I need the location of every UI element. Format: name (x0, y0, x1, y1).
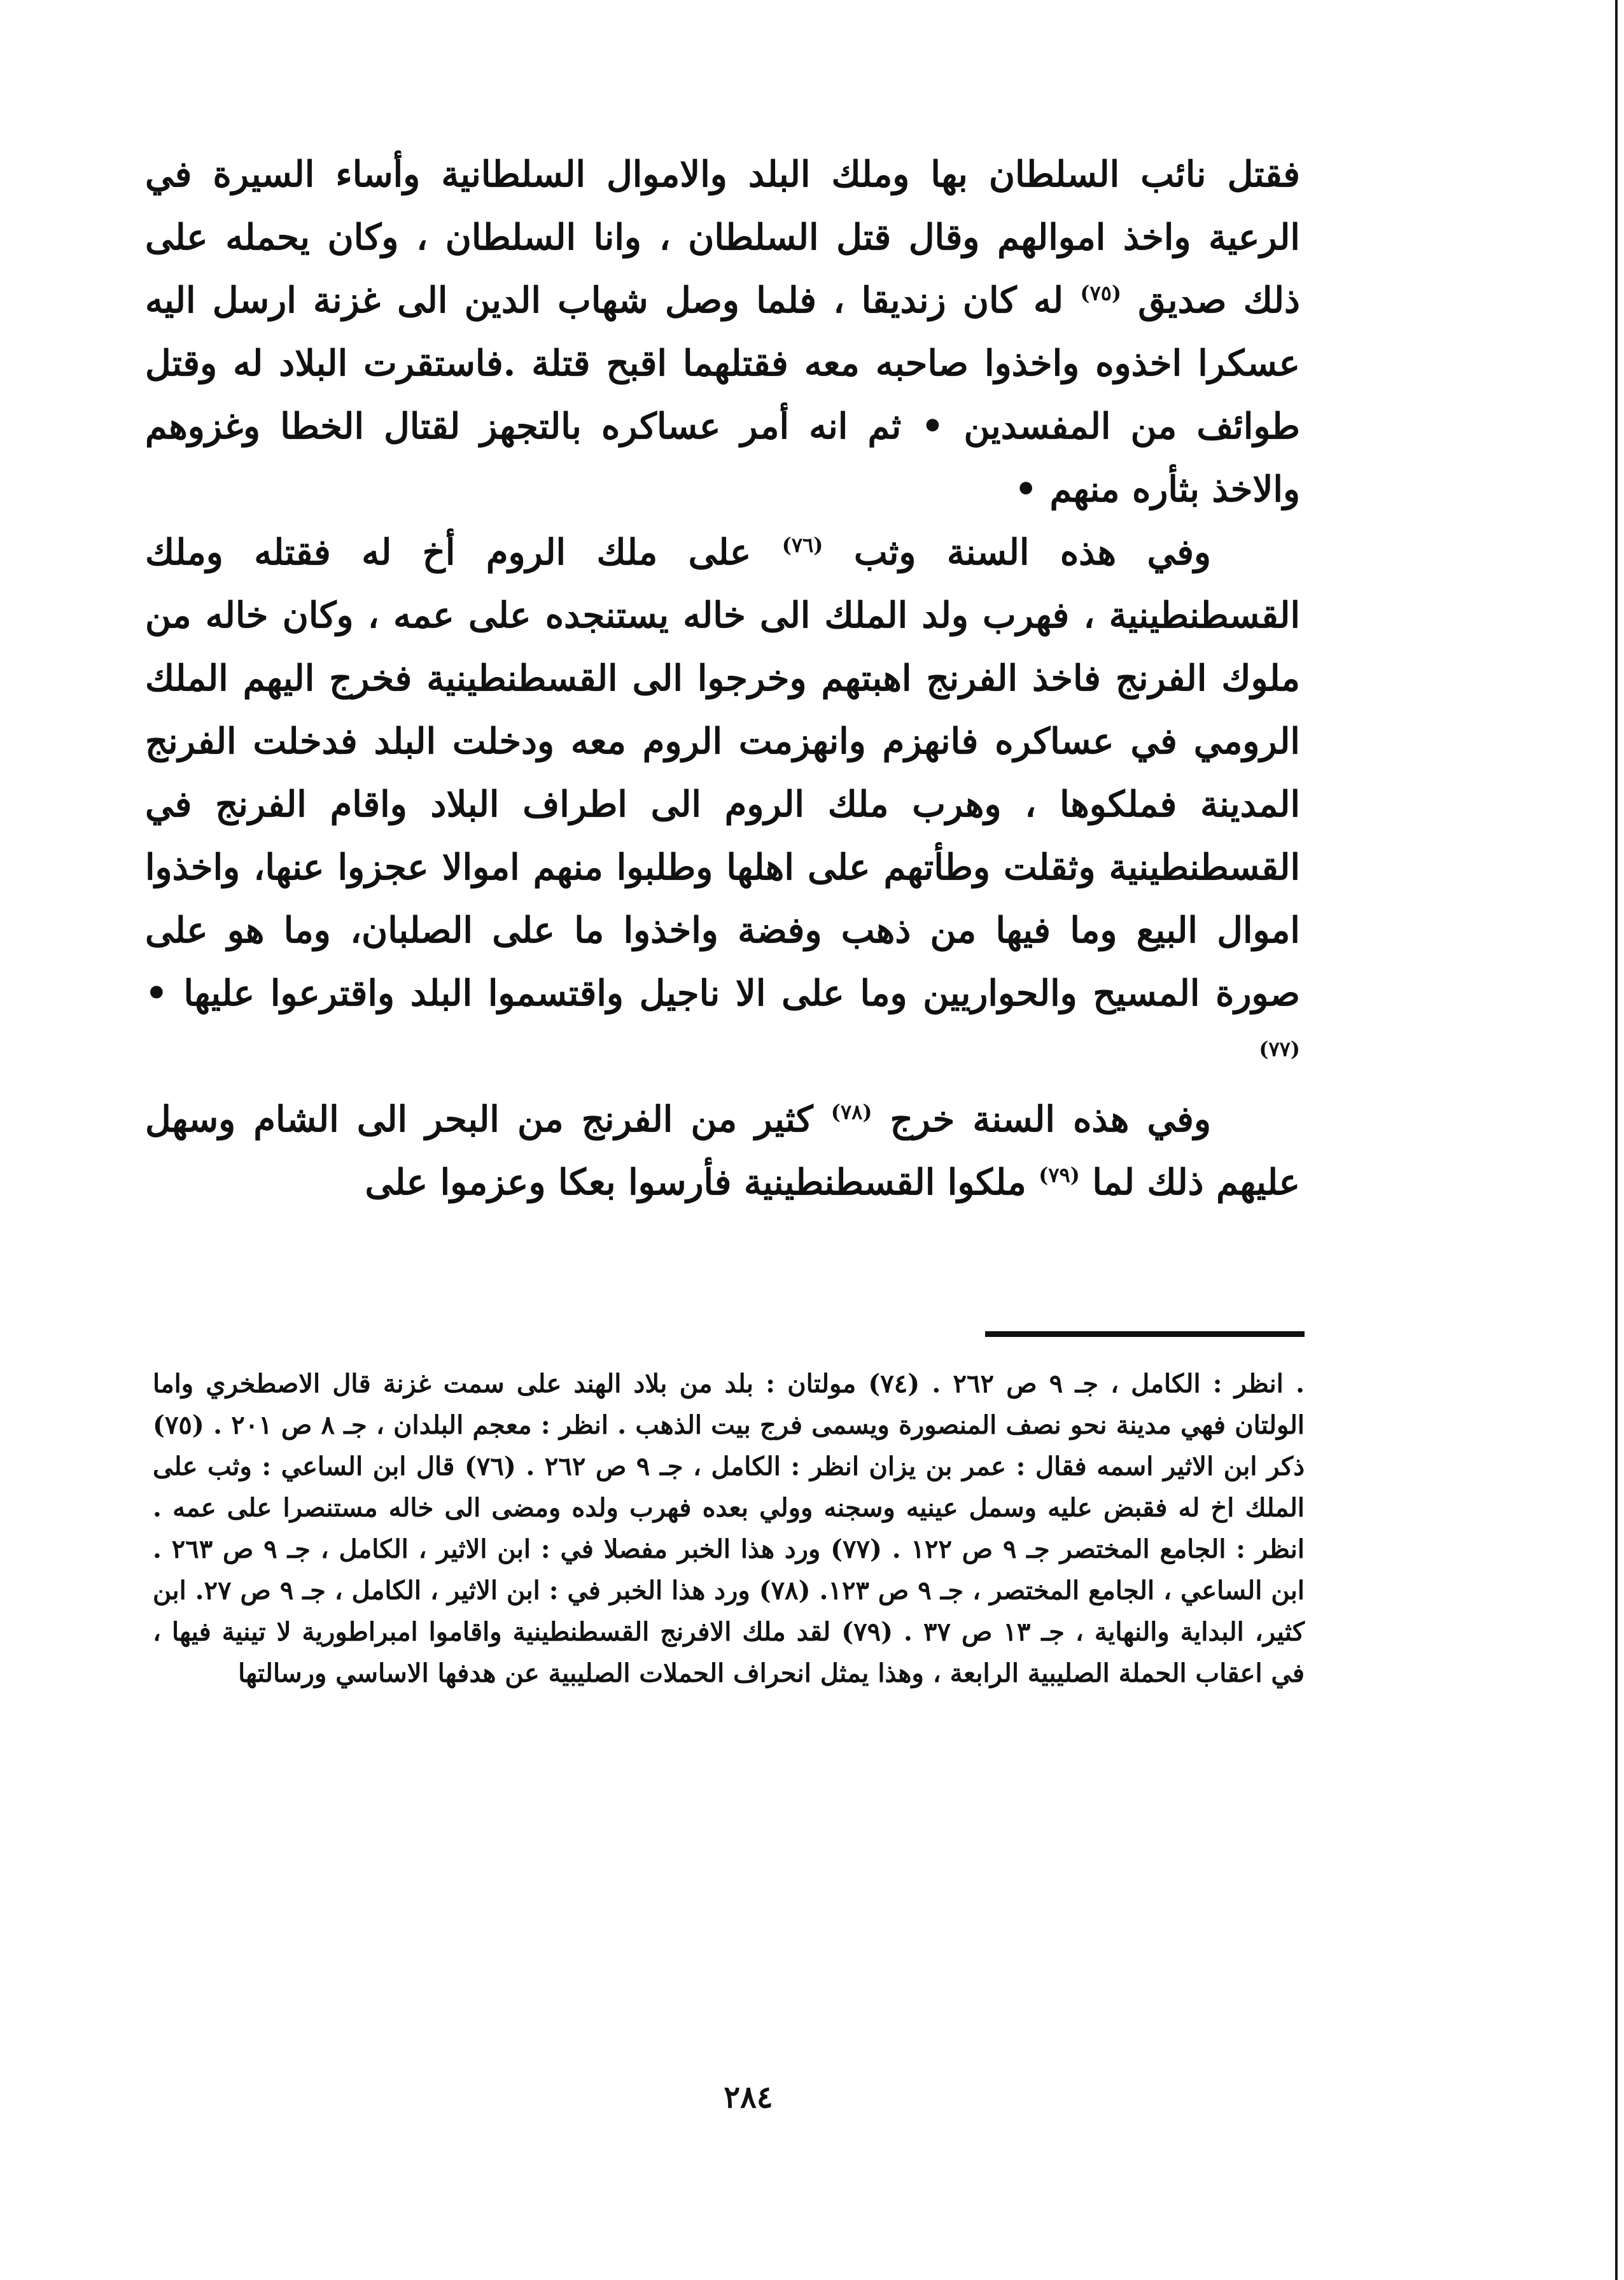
footnote-separator (985, 1331, 1305, 1337)
footnotes (153, 1363, 1305, 1694)
paragraph-2-start: وفي هذه السنة وثب (853, 531, 1212, 573)
footnote-ref-76: (٧٦) (781, 533, 823, 557)
page-edge-line (1615, 0, 1618, 2280)
paragraph-2 (145, 521, 1300, 1088)
footnote-ref-75: (٧٥) (1080, 281, 1122, 305)
paragraph-2-text: على ملك الروم أخ له فقتله وملك القسطنطينية ، فهرب ولد الملك الى خاله يستنجده على عمه ، وكان خاله من ملوك الفرنج فاخذ الفرنج اهبتهم وخرجوا الى القسطنطينية فخرج اليهم الملك الرومي في عساكره فانهزم وانهزمت الروم معه ودخلت البلد فدخلت الفرنج المدينة فملكوها ، وهرب ملك الروم الى اطراف البلاد واقام الفرنج في القسطنطينية وثقلت وطأتهم على اهلها وطلبوا منهم اموالا عجزوا عنها، واخذوا اموال البيع وما فيها من ذهب وفضة واخذوا ما على الصلبان، وما هو على صورة المسيح والحواريين وما على الا ناجيل واقتسموا البلد واقترعوا عليها • (145, 531, 1300, 1014)
paragraph-3-end: ملكوا القسطنطينية فأرسوا بعكا وعزموا على (365, 1161, 1026, 1203)
paragraph-3-middle: كثير من الفرنج من البحر الى الشام وسهل عليهم ذلك لما (145, 1098, 1300, 1203)
paragraph-1 (145, 143, 1300, 521)
main-text (145, 143, 1300, 1214)
page-number: ٢٨٤ (724, 2080, 773, 2115)
paragraph-3 (145, 1088, 1300, 1214)
footnote-ref-78: (٧٨) (830, 1100, 872, 1124)
footnotes-text: . انظر : الكامل ، جـ ٩ ص ٢٦٢ . (٧٤) مولتان : بلد من بلاد الهند على سمت غزنة قال الاصطخري واما الولتان فهي مدينة نحو نصف المنصورة ويسمى فرج بيت الذهب . انظر : معجم البلدان ، جـ ٨ ص ٢٠١ . (٧٥) ذكر ابن الاثير اسمه فقال : عمر بن يزان انظر : الكامل ، جـ ٩ ص ٢٦٢ . (٧٦) قال ابن الساعي : وثب على الملك اخ له فقبض عليه وسمل عينيه وسجنه وولي بعده فهرب ولده ومضى الى خاله مستنصرا على عمه . انظر : الجامع المختصر جـ ٩ ص ١٢٢ . (٧٧) ورد هذا الخبر مفصلا في : ابن الاثير ، الكامل ، جـ ٩ ص ٢٦٣ . ابن الساعي ، الجامع المختصر ، جـ ٩ ص ١٢٣. (٧٨) ورد هذا الخبر في : ابن الاثير ، الكامل ، جـ ٩ ص ٢٧. ابن كثير، البداية والنهاية ، جـ ١٣ ص ٣٧ . (٧٩) لقد ملك الافرنج القسطنطينية واقاموا امبراطورية لا تينية فيها ، في اعقاب الحملة الصليبية الرابعة ، وهذا يمثل انحراف الحملات الصليبية عن هدفها الاساسي ورسالتها (153, 1369, 1305, 1688)
footnote-ref-77: (٧٧) (1259, 1037, 1300, 1061)
footnote-ref-79: (٧٩) (1039, 1163, 1080, 1187)
paragraph-1-continued: له كان زنديقا ، فلما وصل شهاب الدين الى غزنة ارسل اليه عسكرا اخذوه واخذوا صاحبه معه فقتلهما اقبح قتلة .فاستقرت البلاد له وقتل طوائف من المفسدين • ثم انه أمر عساكره بالتجهز لقتال الخطا وغزوهم والاخذ بثأره منهم • (145, 279, 1300, 510)
paragraph-1-text: فقتل نائب السلطان بها وملك البلد والاموال السلطانية وأساء السيرة في الرعية واخذ اموالهم وقال قتل السلطان ، وانا السلطان ، وكان يحمله على ذلك صديق (145, 153, 1300, 321)
paragraph-3-start: وفي هذه السنة خرج (890, 1098, 1211, 1140)
